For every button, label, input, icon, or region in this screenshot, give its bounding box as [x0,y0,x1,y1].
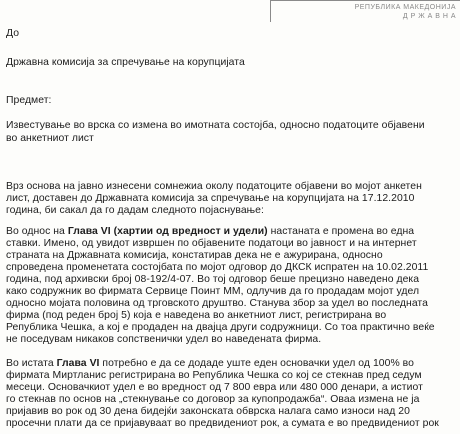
p3-line-3: месеци. Основачкиот удел е во вредност од 7 800 евра или 480 000 денари, а истиот [6,382,423,393]
p2-line-1 [6,226,414,238]
registry-stamp [270,0,460,22]
p3-line-6: просечни плати да се пријавуваат во предвидениот рок, а сумата е во предвидениот рок [6,418,439,429]
p2-post: настаната е промена во една [267,226,415,237]
stamp-line-2: Д Р Ж А В Н А [402,13,456,20]
to-label: До [6,28,20,39]
p3-line-4: го стекнав по основ на „стекнување со договор за купопродажба“. Оваа измена не ја [6,394,420,405]
p3-bold-heading: Глава VI [56,358,100,369]
subject-line-2: во анкетниот лист [6,133,94,144]
p3-line-1 [6,358,414,370]
p2-line-5: година, под архивски број 08-192/4-07. Во тој одговор беше прецизно наведено дека [6,274,420,285]
p2-line-3: страната на Државната комисија, констатирав дека не е ажурирана, односно [6,250,383,261]
p2-line-9: Република Чешка, а кој е продаден на двајца други содружници. Со тоа практично веќе [6,322,435,333]
p2-line-2: ставки. Имено, од увидот извршен по објавените податоци во јавност и на интернет [6,238,417,249]
p1-line-2: лист, доставен до Државната комисија за спречување на корупцијата на 17.12.2010 [6,193,415,204]
stamp-line-1: РЕПУБЛИКА МАКЕДОНИЈА [354,4,456,11]
subject-line-1: Известување во врска со измена во имотната состојба, односно податоците објавени [6,120,425,131]
p2-line-10: не поседувам никаков сопственички удел во наведената фирма. [6,334,322,345]
p2-pre: Во однос на [6,226,68,237]
p1-line-1: Врз основа на јавно изнесени сомнежиа околу податоците објавени во мојот анкетен [6,181,422,192]
p2-line-7: односно мојата половина од трговското друштво. Станува збор за удел во последната [6,298,428,309]
p3-line-5: пријавив во рок од 30 дена бидејќи законската обврска налага само износи над 20 [6,406,410,417]
p1-line-3: година, би сакал да го дадам следното појаснување: [6,205,264,216]
recipient: Државна комисија за спречување на корупцијата [6,57,245,68]
p3-line-2: фирмата Миртланис регистрирана во Република Чешка со кој се стекнав пред седум [6,370,422,381]
p2-line-8: фирма (под реден број 5) која е наведена во анкетниот лист, регистрирана во [6,310,387,321]
p2-line-4: спроведена променетата состојбата по мојот одговор до ДКСК испратен на 10.02.2011 [6,262,429,273]
p2-line-6: како содружник во фирмата Сервице Поинт ММ, одлучив да го продадам мојот удел [6,286,420,297]
p3-post: потребно е да се додаде уште еден основачки удел од 100% во [99,358,414,369]
p3-pre: Во истата [6,358,57,369]
p2-bold-heading: Глава VI (хартии од вредност и удели) [67,226,268,237]
subject-label: Предмет: [6,95,52,106]
